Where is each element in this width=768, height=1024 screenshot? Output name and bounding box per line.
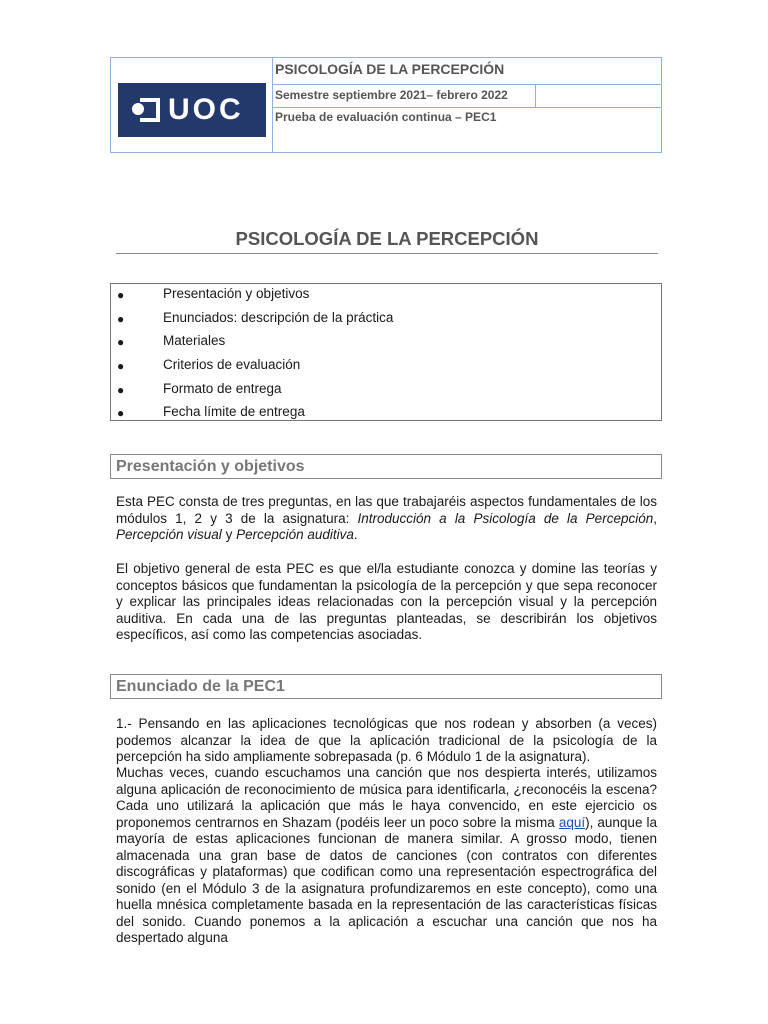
header-assessment: Prueba de evaluación continua – PEC1 — [275, 110, 497, 124]
bullet-icon: ● — [117, 359, 125, 373]
text-run: ), aunque la mayoría de estas aplicaciones funcionan de manera similar. A grosso modo, tienen almacenada una gran base de datos de canciones (con contratos con diferentes discográficas y plataformas) que codifican como una representación espectrográfica del sonido (en el Módulo 3 de la asignatura profundizaremos en este concepto), como una huella mnésica completamente basada en la representación de las características físicas del sonido. Cuando ponemos a la aplicación a escuchar una canción que nos ha despertado alguna — [116, 814, 657, 945]
module-2-title: Percepción visual — [116, 527, 222, 542]
list-item — [111, 380, 661, 402]
list-item-label: Presentación y objetivos — [163, 286, 310, 301]
text-run: Muchas veces, cuando escuchamos una canción que nos despierta interés, utilizamos alguna aplicación de reconocimiento de música para identificarla, ¿reconocéis la escena? Cada uno utilizará la aplicación que más le haya convencido, en este ejercicio os proponemos centrarnos en Shazam (podéis leer un poco sobre la misma — [116, 765, 657, 830]
presentation-paragraph-2: El objetivo general de esta PEC es que el/la estudiante conozca y domine las teorías y conceptos básicos que fundamentan la psicología de la percepción y que sepa reconocer y explicar las principales ideas relacionadas con la percepción visual y la percepción auditiva. En cada una de las preguntas planteadas, se describirán los objetivos específicos, así como las competencias asociadas. — [116, 561, 657, 642]
uoc-logo-dot-icon — [132, 103, 144, 115]
list-item — [111, 403, 661, 425]
list-item — [111, 285, 661, 307]
bullet-icon: ● — [117, 312, 125, 326]
contents-list — [110, 283, 662, 421]
list-item — [111, 356, 661, 378]
module-3-title: Percepción auditiva — [236, 527, 354, 542]
list-item-label: Formato de entrega — [163, 381, 282, 396]
module-1-title: Introducción a la Psicología de la Percepción — [357, 510, 654, 526]
bullet-icon: ● — [117, 406, 125, 420]
statement-paragraph-2 — [116, 765, 657, 947]
list-item-label: Criterios de evaluación — [163, 357, 301, 372]
list-item-label: Materiales — [163, 333, 226, 348]
list-item — [111, 332, 661, 354]
presentation-paragraph-1 — [116, 494, 657, 544]
list-item-label: Fecha límite de entrega — [163, 404, 305, 419]
bullet-icon: ● — [117, 288, 125, 302]
header-cell-divider — [535, 85, 536, 108]
text-run: Esta PEC consta de tres preguntas, en las que trabajaréis aspectos fundamentales de los módulos 1, 2 y 3 de la asignatura: — [116, 494, 657, 526]
text-run: . — [353, 527, 358, 542]
uoc-logo-text: UOC — [168, 93, 244, 126]
bullet-icon: ● — [117, 383, 125, 397]
section-heading-presentation: Presentación y objetivos — [110, 454, 662, 479]
page-title: PSICOLOGÍA DE LA PERCEPCIÓN — [235, 228, 539, 249]
shazam-info-link[interactable]: aquí — [558, 814, 586, 830]
header-semester-row — [272, 85, 661, 108]
list-item — [111, 309, 661, 331]
header-course-title: PSICOLOGÍA DE LA PERCEPCIÓN — [272, 58, 661, 85]
logo-cell — [111, 58, 273, 152]
header-semester: Semestre septiembre 2021– febrero 2022 — [275, 88, 508, 102]
uoc-logo — [118, 83, 266, 137]
statement-paragraph-1: 1.- Pensando en las aplicaciones tecnológicas que nos rodean y absorben (a veces) podemos alcanzar la idea de que la aplicación tradicional de la psicología de la percepción ha sido ampliamente sobrepasada (p. 6 Módulo 1 de la asignatura). — [116, 716, 657, 764]
text-run: y — [221, 527, 237, 542]
header-table — [110, 57, 662, 153]
text-run: , — [653, 510, 657, 526]
list-item-label: Enunciados: descripción de la práctica — [163, 310, 394, 325]
title-divider — [116, 253, 658, 254]
section-heading-statement: Enunciado de la PEC1 — [110, 674, 662, 699]
bullet-icon: ● — [117, 335, 125, 349]
